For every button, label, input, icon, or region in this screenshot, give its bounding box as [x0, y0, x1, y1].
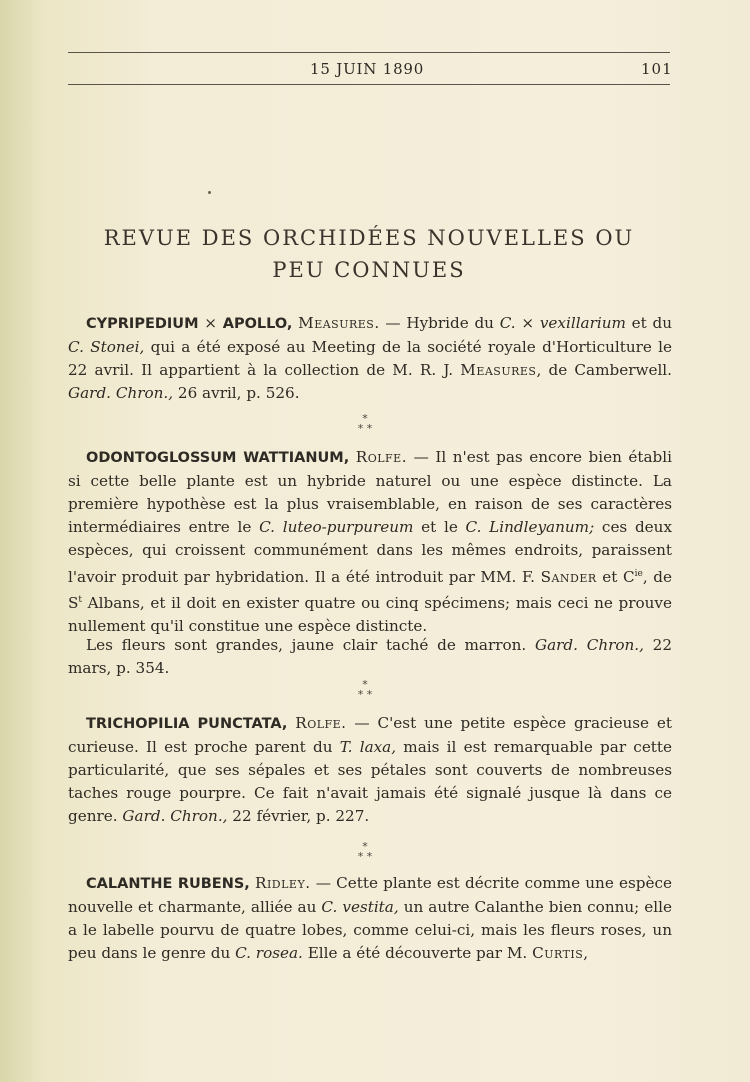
text-run: et C [596, 567, 635, 586]
entry-author: Rolfe. [355, 448, 408, 466]
entry-odontoglossum-continued [68, 634, 672, 680]
entry-heading: CYPRIPEDIUM [86, 316, 199, 332]
italic-run: C. Stonei, [68, 338, 145, 357]
page-title-line-1: REVUE DES ORCHIDÉES NOUVELLES OU [103, 226, 635, 250]
entry-author: Measures. [298, 314, 380, 332]
page-title-line-2: PEU CONNUES [272, 258, 466, 282]
small-caps-run: Sander [540, 567, 597, 586]
italic-run: C. [499, 314, 516, 332]
entry-heading-2: APOLLO, [222, 316, 293, 332]
text-run: un autre Calanthe bien connu; elle a le labelle pourvu de quatre lobes, comme celui-ci, mais les fleurs roses, un peu dans le genre du [68, 898, 672, 963]
header-rule-top [68, 52, 670, 53]
asterism-top: * [362, 412, 368, 425]
text-run: , de Camberwell. [536, 361, 672, 380]
text-run: 26 avril, p. 526. [173, 384, 300, 403]
asterism-2 [345, 680, 385, 700]
entry-heading: ODONTOGLOSSUM WATTIANUM, [86, 450, 350, 466]
text-run: ces deux espèces, qui croissent communément dans les mêmes endroits, paraissent l'avoir produit par hybridation. Il a été introduit par MM. F. [68, 518, 673, 586]
italic-run: T. laxa, [339, 738, 397, 757]
superscript-run: ie [634, 568, 643, 579]
small-caps-run: Measures [460, 361, 537, 380]
italic-run: C. vestita, [321, 898, 399, 917]
text-run: — C'est une petite espèce gracieuse et curieuse. Il est proche parent du [68, 714, 672, 757]
header-date: 15 JUIN 1890 [310, 60, 425, 78]
italic-run: C. luteo-purpureum [259, 518, 414, 537]
text-run: Les fleurs sont grandes, jaune clair taché de marron. [86, 636, 535, 654]
asterism-1 [345, 414, 385, 434]
italic-run: Gard. Chron., [122, 807, 228, 826]
entry-author: Rolfe. [295, 714, 347, 732]
text-run: Albans, et il doit en exister quatre ou cinq spécimens; mais ceci ne prouve nullement qu'il constitue une espèce distincte. [68, 593, 672, 635]
text-run: 22 mars, p. 354. [68, 636, 672, 678]
hybrid-cross-sign: × [204, 314, 217, 332]
entry-calanthe [68, 872, 672, 965]
text-run: qui a été exposé au Meeting de la société royale d'Horticulture le 22 avril. Il appartient à la collection de M. R. J. [68, 338, 673, 380]
text-run: × [515, 314, 540, 332]
text-run: — Il n'est pas encore bien établi si cette belle plante est un hybride naturel ou une espèce distincte. La première hypothèse est la plus vraisemblable, en raison de ses caractères intermédiaires entre le [68, 448, 672, 537]
italic-run: Gard. Chron., [534, 636, 644, 654]
entry-odontoglossum [68, 446, 672, 638]
italic-run: vexillarium [539, 314, 626, 332]
entry-body-2 [68, 636, 672, 677]
asterism-bottom: * * [357, 688, 373, 701]
text-run: 22 février, p. 227. [227, 807, 370, 826]
entry-cypripedium [68, 312, 672, 405]
asterism-bottom: * * [357, 422, 373, 435]
text-run: et du [625, 314, 672, 332]
asterism-3 [345, 842, 385, 862]
asterism-top: * [362, 840, 368, 853]
header-rule-bottom [68, 84, 670, 85]
small-caps-run: Curtis [532, 944, 584, 963]
asterism-bottom: * * [357, 850, 373, 863]
text-run: — Hybride du [379, 314, 500, 332]
text-run: et le [413, 518, 466, 537]
text-run: , de S [68, 567, 672, 612]
superscript-run: t [78, 594, 83, 605]
italic-run: Gard. Chron., [68, 384, 174, 403]
entry-trichopilia [68, 712, 672, 828]
page-number: 101 [641, 60, 673, 78]
entry-heading: CALANTHE RUBENS, [86, 876, 250, 892]
ink-speck [208, 191, 211, 194]
italic-run: C. rosea. [235, 944, 303, 963]
text-run: — Cette plante est décrite comme une espèce nouvelle et charmante, alliée au [68, 874, 673, 917]
text-run: , [583, 944, 589, 963]
asterism-top: * [362, 678, 368, 691]
entry-body [68, 448, 672, 635]
text-run: Elle a été découverte par M. [302, 944, 533, 963]
text-run: mais il est remarquable par cette particularité, que ses sépales et ses pétales sont couverts de nombreuses taches rouge pourpre. Ce fait n'avait jamais été signalé jusque là dans ce genre. [68, 738, 672, 826]
italic-run: C. Lindleyanum; [465, 518, 595, 537]
entry-heading: TRICHOPILIA PUNCTATA, [86, 716, 288, 732]
entry-author: Ridley. [255, 874, 311, 892]
